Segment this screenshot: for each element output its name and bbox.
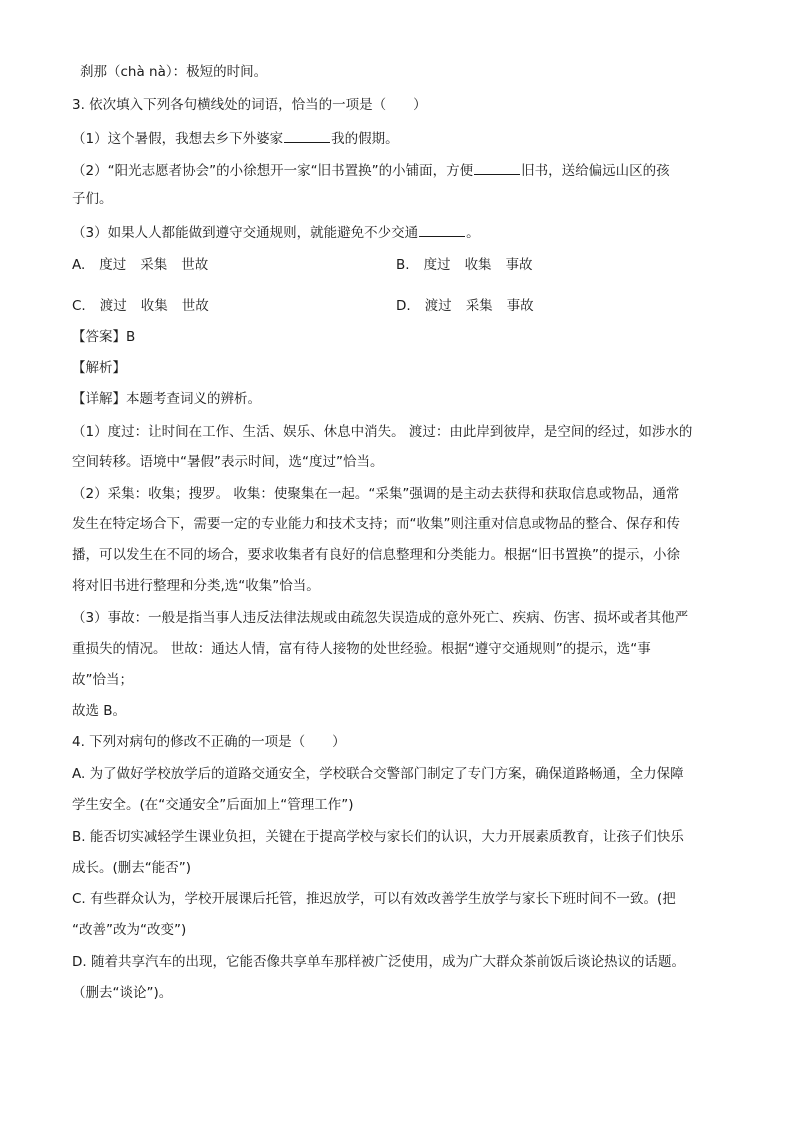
- sentence-text: （1）这个暑假，我想去乡下外婆家: [72, 131, 284, 147]
- sentence-text: （2）“阳光志愿者协会”的小徐想开一家“旧书置换”的小铺面，方便: [72, 163, 474, 179]
- question-4-option-c: C. 有些群众认为，学校开展课后托管，推迟放学，可以有效改善学生放学与家长下班时间不一致。(把: [72, 891, 676, 907]
- option-word: 收集: [140, 298, 168, 314]
- option-word: 事故: [505, 257, 533, 273]
- term-definition: 刹那（chà nà）：极短的时间。: [80, 64, 268, 80]
- question-3-sentence-3: [72, 222, 732, 243]
- option-word: 采集: [465, 298, 493, 314]
- explanation-3-cont: 重损失的情况。 世故：通达人情，富有待人接物的处世经验。根据“遵守交通规则”的提示，选“事: [72, 641, 651, 657]
- question-4-option-b: B. 能否切实减轻学生课业负担，关键在于提高学校与家长们的认识，大力开展素质教育，让孩子们快乐: [72, 829, 684, 845]
- option-word: 收集: [464, 257, 492, 273]
- question-4-option-a: A. 为了做好学校放学后的道路交通安全，学校联合交警部门制定了专门方案，确保道路畅通，全力保障: [72, 766, 684, 782]
- question-4-option-d-cont: （删去“谈论”)。: [72, 985, 173, 1001]
- option-a: [72, 255, 222, 275]
- explanation-1: （1）度过：让时间在工作、生活、娱乐、休息中消失。 渡过：由此岸到彼岸，是空间的经过，如涉水的: [72, 424, 693, 440]
- question-4-option-b-cont: 成长。(删去“能否”): [72, 860, 192, 876]
- option-word: A.: [72, 257, 86, 273]
- explanation-2-cont: 发生在特定场合下，需要一定的专业能力和技术支持；而“收集”则注重对信息或物品的整合、保存和传: [72, 516, 680, 532]
- analysis-label: 【解析】: [72, 360, 126, 376]
- option-d: [396, 296, 548, 316]
- sentence-text: （3）如果人人都能做到遵守交通规则，就能避免不少交通: [72, 225, 419, 241]
- explanation-1-cont: 空间转移。语境中“暑假”表示时间，选“度过”恰当。: [72, 454, 384, 470]
- option-word: 渡过: [424, 298, 452, 314]
- option-word: B.: [396, 257, 410, 273]
- option-word: 采集: [140, 257, 168, 273]
- explanation-2: （2）采集：收集；搜罗。 收集：使聚集在一起。“采集”强调的是主动去获得和获取信息或物品，通常: [72, 486, 680, 502]
- option-word: 世故: [181, 257, 209, 273]
- option-word: 世故: [181, 298, 209, 314]
- question-3-sentence-1: [72, 128, 732, 149]
- sentence-text: 我的假期。: [331, 131, 399, 147]
- question-3-sentence-2-cont: 子们。: [72, 191, 113, 207]
- answer-label: 【答案】B: [72, 329, 136, 345]
- fill-blank: [284, 128, 330, 143]
- option-word: C.: [72, 298, 86, 314]
- option-word: 渡过: [99, 298, 127, 314]
- question-4-stem: 4. 下列对病句的修改不正确的一项是（ ）: [72, 734, 346, 750]
- option-word: 事故: [506, 298, 534, 314]
- question-3-sentence-2: [72, 160, 732, 181]
- explanation-3-cont: 故”恰当；: [72, 672, 133, 688]
- detail-heading: 【详解】本题考查词义的辨析。: [72, 391, 261, 407]
- question-4-option-a-cont: 学生安全。(在“交通安全”后面加上“管理工作”): [72, 797, 354, 813]
- question-4-option-d: D. 随着共享汽车的出现，它能否像共享单车那样被广泛使用，成为广大群众茶前饭后谈论热议的话题。: [72, 954, 685, 970]
- option-word: 度过: [99, 257, 127, 273]
- explanation-2-cont: 播，可以发生在不同的场合，要求收集者有良好的信息整理和分类能力。根据“旧书置换”的提示，小徐: [72, 547, 680, 563]
- question-4-option-c-cont: “改善”改为“改变”): [72, 922, 187, 938]
- question-3-stem: 3. 依次填入下列各句横线处的词语，恰当的一项是（ ）: [72, 97, 427, 113]
- option-b: [396, 255, 547, 275]
- explanation-2-cont: 将对旧书进行整理和分类,选“收集”恰当。: [72, 578, 320, 594]
- fill-blank: [419, 222, 465, 237]
- option-word: 度过: [423, 257, 451, 273]
- sentence-text: 旧书，送给偏远山区的孩: [521, 163, 670, 179]
- conclusion: 故选 B。: [72, 703, 127, 719]
- option-c: [72, 296, 223, 316]
- fill-blank: [474, 160, 520, 175]
- explanation-3: （3）事故：一般是指当事人违反法律法规或由疏忽失误造成的意外死亡、疾病、伤害、损坏或者其他严: [72, 610, 689, 626]
- option-word: D.: [396, 298, 411, 314]
- sentence-text: 。: [466, 225, 480, 241]
